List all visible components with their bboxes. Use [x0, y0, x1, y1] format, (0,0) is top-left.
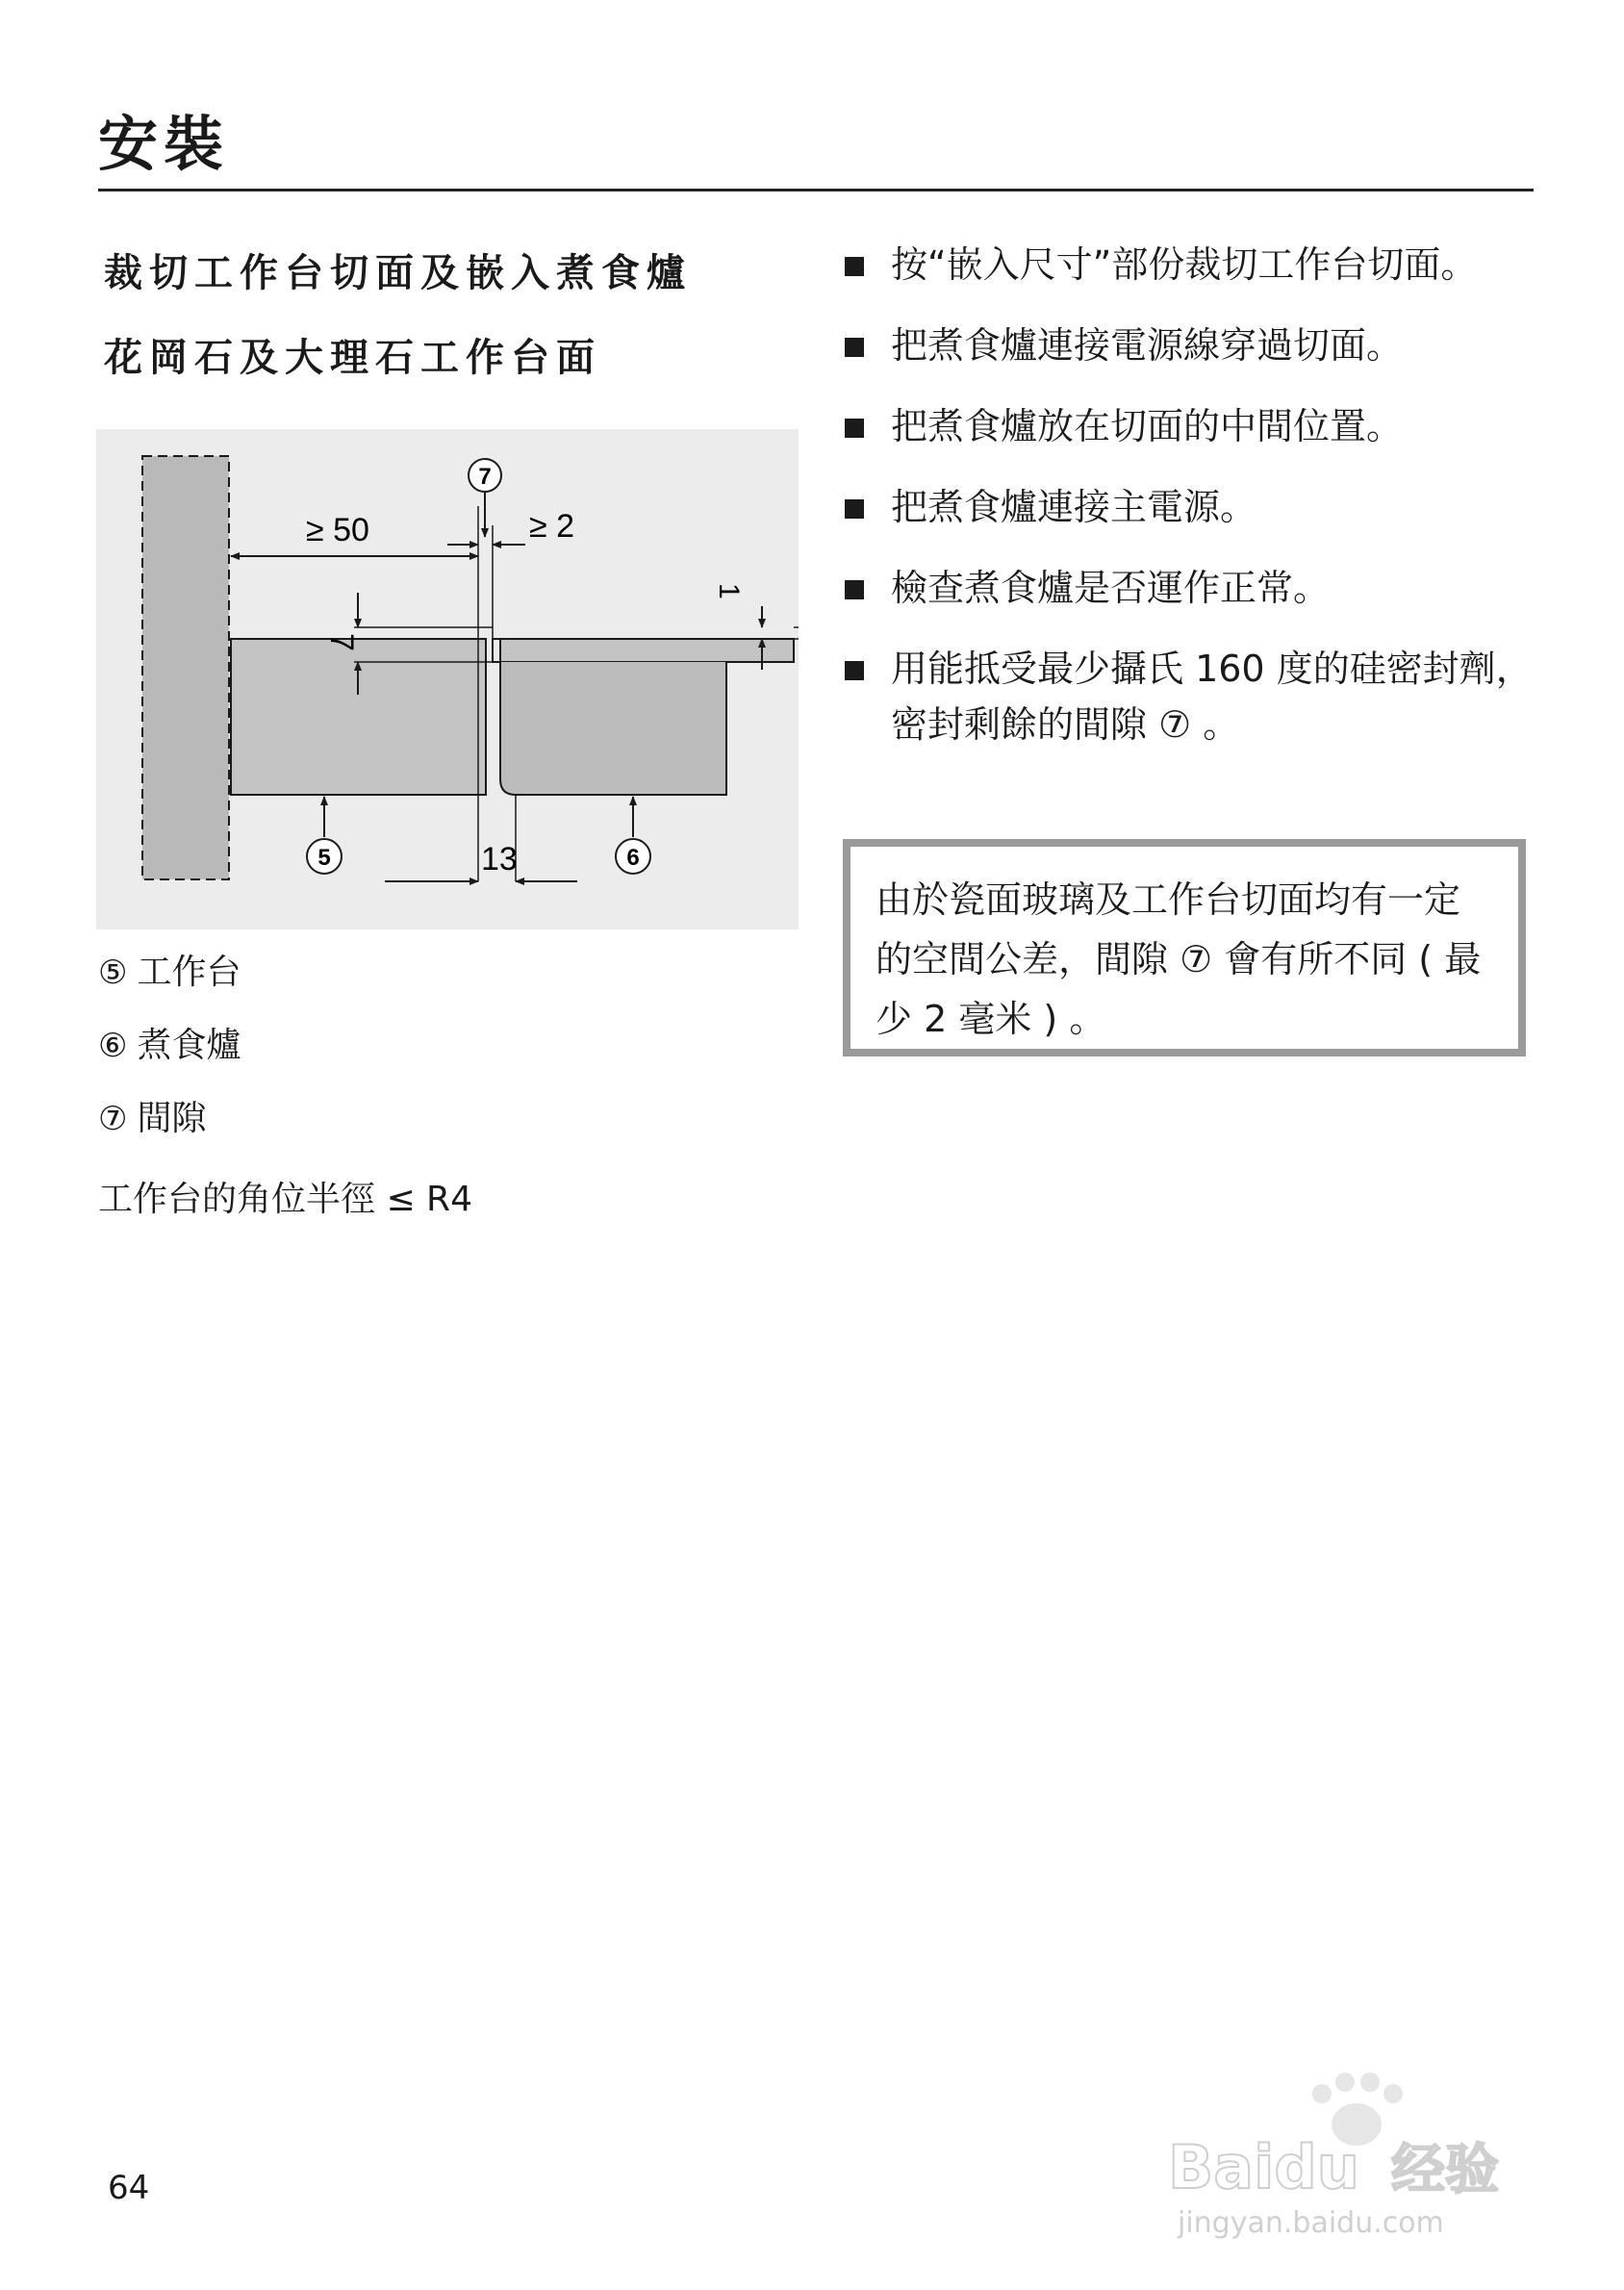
callout-gap-number: 7 [478, 464, 492, 490]
bullet-square-icon [845, 257, 864, 276]
callout-worktop-number: 5 [317, 845, 331, 871]
step-text: 把煮食爐放在切面的中間位置。 [891, 405, 1404, 447]
tolerance-note-box [843, 839, 1526, 1056]
installation-steps [843, 237, 1535, 777]
title-divider [98, 189, 1534, 191]
legend-number: ⑤ [98, 954, 128, 992]
step-text: 用能抵受最少攝氏 160 度的硅密封劑，密封剩餘的間隙 ⑦ 。 [891, 648, 1533, 746]
list-item [843, 560, 1535, 616]
step-text: 按“嵌入尺寸”部份裁切工作台切面。 [891, 243, 1478, 286]
baidu-watermark [1164, 2069, 1568, 2242]
bullet-square-icon [845, 419, 864, 438]
bullet-square-icon [845, 580, 864, 599]
legend-label: 煮食爐 [137, 1026, 241, 1065]
dimension-7-label: 7 [323, 633, 360, 651]
page-title: 安裝 [98, 109, 230, 179]
list-item [843, 237, 1535, 293]
legend-number: ⑦ [98, 1100, 128, 1138]
callout-hob-number: 6 [626, 845, 640, 871]
section-subheading: 花岡石及大理石工作台面 [104, 336, 601, 380]
bullet-square-icon [845, 661, 864, 680]
list-item [843, 398, 1535, 454]
dimension-13-label: 13 [481, 841, 518, 878]
watermark-suffix: 经验 [1391, 2139, 1499, 2201]
legend-item-worktop [98, 945, 241, 994]
bullet-square-icon [845, 338, 864, 357]
tolerance-note-text: 由於瓷面玻璃及工作台切面均有一定的空間公差，間隙 ⑦ 會有所不同 ( 最少 2 毫米 ) 。 [875, 878, 1482, 1040]
list-item [843, 641, 1535, 752]
dimension-50-label: ≥ 50 [306, 512, 369, 548]
watermark-brand: Baidu [1168, 2132, 1359, 2202]
step-text: 把煮食爐連接主電源。 [891, 486, 1257, 528]
step-text: 把煮食爐連接電源線穿過切面。 [891, 324, 1404, 367]
hob-body [500, 662, 726, 795]
legend-item-hob [98, 1018, 241, 1067]
legend-label: 間隙 [137, 1099, 207, 1138]
radius-note: 工作台的角位半徑 ≤ R4 [98, 1180, 472, 1219]
legend-label: 工作台 [137, 953, 241, 992]
dimension-1-label: 1 [713, 583, 745, 599]
step-text: 檢查煮食爐是否運作正常。 [891, 567, 1331, 609]
list-item [843, 479, 1535, 535]
dimension-2-label: ≥ 2 [529, 508, 575, 545]
wall [142, 456, 229, 879]
installation-diagram [96, 429, 799, 929]
bullet-square-icon [845, 499, 864, 519]
list-item [843, 318, 1535, 373]
legend-number: ⑥ [98, 1027, 128, 1065]
section-heading: 裁切工作台切面及嵌入煮食爐 [104, 251, 692, 295]
page-number: 64 [108, 2169, 150, 2207]
legend-item-gap [98, 1091, 207, 1140]
hob-glass [500, 639, 794, 662]
watermark-url: jingyan.baidu.com [1178, 2206, 1444, 2240]
